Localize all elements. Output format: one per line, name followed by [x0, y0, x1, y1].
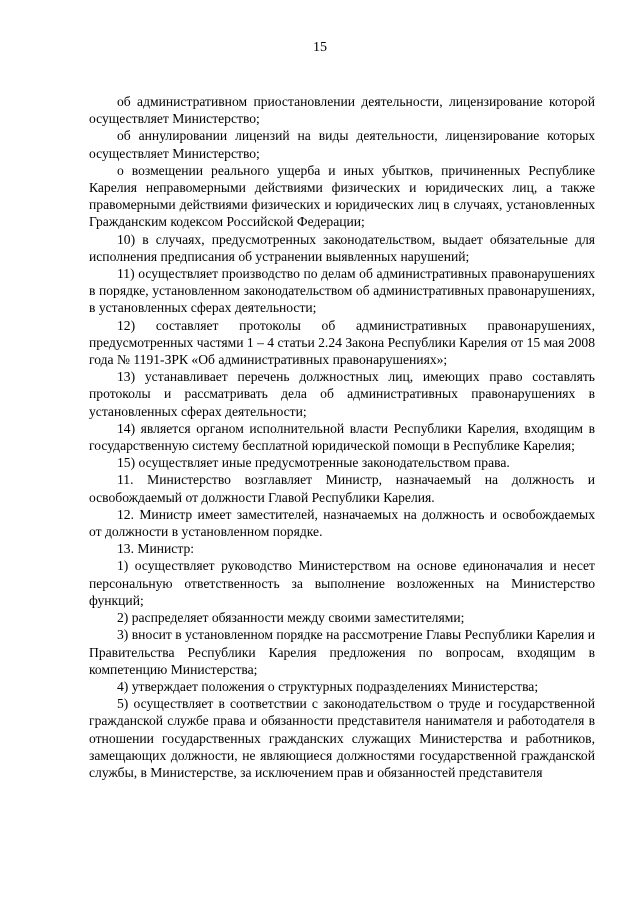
- paragraph: об административном приостановлении деятельности, лицензирование которой осуществляет Министерство;: [89, 94, 595, 127]
- page-number: 15: [313, 40, 327, 55]
- paragraph: об аннулировании лицензий на виды деятельности, лицензирование которых осуществляет Министерство;: [89, 128, 595, 161]
- paragraph: 10) в случаях, предусмотренных законодательством, выдает обязательные для исполнения предписания об устранении выявленных нарушений;: [89, 231, 595, 264]
- paragraph: 12. Министр имеет заместителей, назначаемых на должность и освобождаемых от должности в установленном порядке.: [89, 506, 595, 540]
- paragraph: 12) составляет протоколы об административных правонарушениях, предусмотренных частями 1 – 4 статьи 2.24 Закона Республики Карелия от 15 мая 2008 года № 1191-ЗРК «Об административных правонарушениях»;: [89, 317, 595, 368]
- paragraph: 4) утверждает положения о структурных подразделениях Министерства;: [117, 678, 539, 694]
- document-body: [89, 93, 595, 781]
- paragraph: 14) является органом исполнительной власти Республики Карелия, входящим в государственную систему бесплатной юридической помощи в Республике Карелия;: [89, 420, 595, 454]
- paragraph: 5) осуществляет в соответствии с законодательством о труде и государственной гражданской службе права и обязанности представителя нанимателя и работодателя в отношении государственных гражданских служащих Министерства и работников, замещающих должности, не являющиеся должностями государственной гражданской службы, в Министерстве, за исключением прав и обязанностей представителя: [89, 696, 595, 780]
- paragraph: 1) осуществляет руководство Министерством на основе единоначалия и несет персональную ответственность за выполнение возложенных на Министерство функций;: [89, 558, 595, 608]
- paragraph: 13) устанавливает перечень должностных лиц, имеющих право составлять протоколы и рассматривать дела об административных правонарушениях в установленных сферах деятельности;: [89, 369, 595, 419]
- paragraph: 11) осуществляет производство по делам об административных правонарушениях в порядке, установленном законодательством об административных правонарушениях, в установленных сферах деятельности;: [89, 266, 595, 316]
- paragraph: 11. Министерство возглавляет Министр, назначаемый на должность и освобождаемый от должности Главой Республики Карелия.: [89, 472, 595, 505]
- paragraph: 15) осуществляет иные предусмотренные законодательством права.: [117, 455, 510, 471]
- paragraph: 3) вносит в установленном порядке на рассмотрение Главы Республики Карелия и Правительства Республики Карелия предложения по вопросам, входящим в компетенцию Министерства;: [89, 627, 595, 677]
- paragraph: о возмещении реального ущерба и иных убытков, причиненных Республике Карелия неправомерными действиями физических и юридических лиц, а также правомерными действиями физических и юридических лиц в случаях, установленных Гражданским кодексом Российской Федерации;: [89, 162, 595, 230]
- paragraph: 2) распределяет обязанности между своими заместителями;: [117, 610, 465, 626]
- paragraph: 13. Министр:: [117, 541, 195, 557]
